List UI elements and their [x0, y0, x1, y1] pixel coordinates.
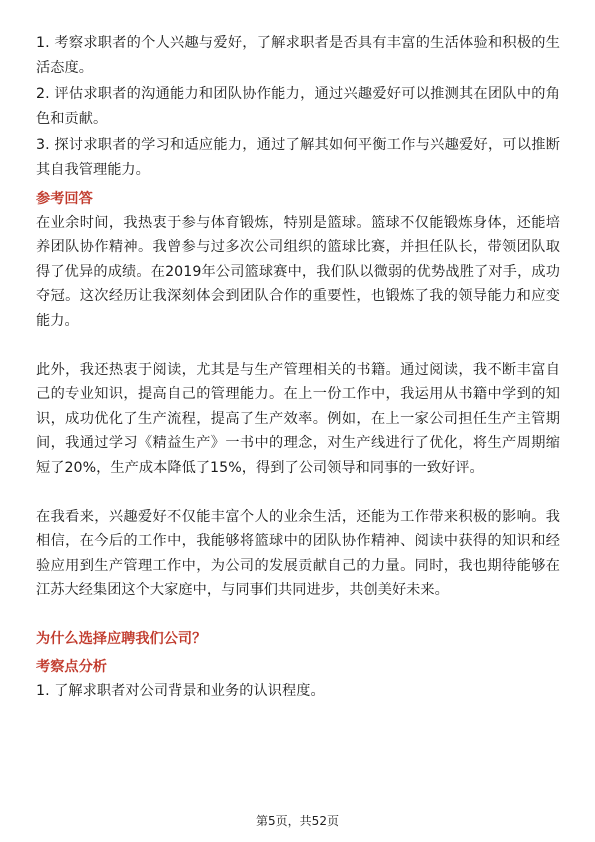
- answer-paragraph-3: 在我看来，兴趣爱好不仅能丰富个人的业余生活，还能为工作带来积极的影响。我相信，在今后的工作中，我能够将篮球中的团队协作精神、阅读中获得的知识和经验应用到生产管理工作中，为公司的发展贡献自己的力量。同时，我也期待能够在江苏大经集团这个大家庭中，与同事们共同进步，共创美好未来。: [36, 508, 560, 599]
- page-content: [36, 31, 560, 703]
- analysis-heading: 考察点分析: [36, 658, 107, 675]
- analysis-item-1: 1. 了解求职者对公司背景和业务的认识程度。: [36, 682, 325, 699]
- answer-paragraph-2: 此外，我还热衷于阅读，尤其是与生产管理相关的书籍。通过阅读，我不断丰富自己的专业知识，提高自己的管理能力。在上一份工作中，我运用从书籍中学到的知识，成功优化了生产流程，提高了生产效率。例如，在上一家公司担任生产主管期间，我通过学习《精益生产》一书中的理念，对生产线进行了优化，将生产周期缩短了20%，生产成本降低了15%，得到了公司领导和同事的一致好评。: [36, 361, 560, 476]
- criteria-item-2: 2. 评估求职者的沟通能力和团队协作能力，通过兴趣爱好可以推测其在团队中的角色和贡献。: [36, 86, 560, 127]
- answer-heading: 参考回答: [36, 190, 93, 207]
- criteria-item-1: 1. 考察求职者的个人兴趣与爱好，了解求职者是否具有丰富的生活体验和积极的生活态度。: [36, 35, 560, 76]
- criteria-item-3: 3. 探讨求职者的学习和适应能力，通过了解其如何平衡工作与兴趣爱好，可以推断其自我管理能力。: [36, 137, 560, 178]
- page-number: 第5页，共52页: [256, 814, 339, 828]
- question-title: 为什么选择应聘我们公司？: [36, 630, 207, 647]
- answer-paragraph-1: 在业余时间，我热衷于参与体育锻炼，特别是篮球。篮球不仅能锻炼身体，还能培养团队协作精神。我曾参与过多次公司组织的篮球比赛，并担任队长，带领团队取得了优异的成绩。在2019年公司篮球赛中，我们队以微弱的优势战胜了对手，成功夺冠。这次经历让我深刻体会到团队合作的重要性，也锻炼了我的领导能力和应变能力。: [36, 214, 560, 329]
